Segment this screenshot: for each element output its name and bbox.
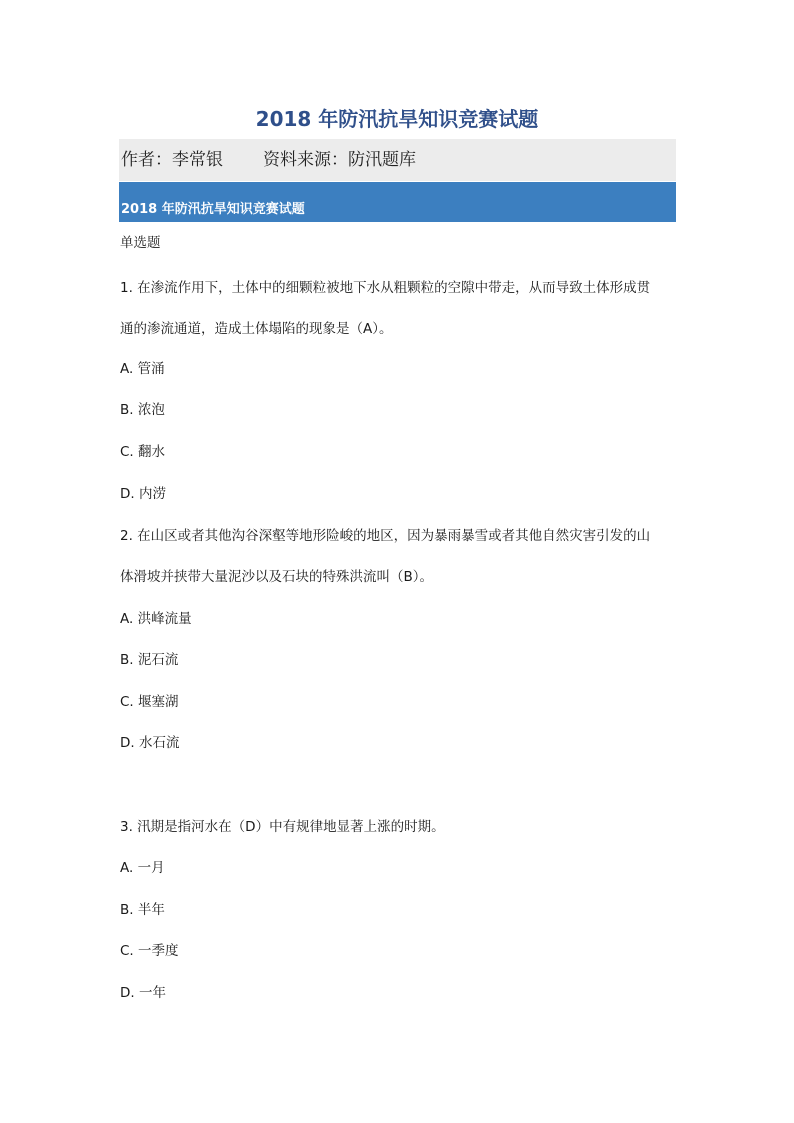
question-2-stem-line1: 2. 在山区或者其他沟谷深壑等地形险峻的地区，因为暴雨暴雪或者其他自然灾害引发的山 <box>120 528 651 544</box>
meta-bar <box>119 139 676 181</box>
question-1-option-c: C. 翻水 <box>120 444 166 460</box>
question-1-stem-line2: 通的渗流通道，造成土体塌陷的现象是（A）。 <box>120 321 393 337</box>
question-3-stem-line1: 3. 汛期是指河水在（D）中有规律地显著上涨的时期。 <box>120 819 445 835</box>
question-3-option-b: B. 半年 <box>120 902 165 918</box>
question-1-option-b: B. 浓泡 <box>120 402 165 418</box>
source-text: 资料来源：防汛题库 <box>263 150 416 170</box>
question-2-option-d: D. 水石流 <box>120 735 180 751</box>
question-3-option-d: D. 一年 <box>120 985 166 1001</box>
question-3-option-a: A. 一月 <box>120 860 165 876</box>
page-title: 2018 年防汛抗旱知识竞赛试题 <box>255 107 539 131</box>
question-3-option-c: C. 一季度 <box>120 943 179 959</box>
question-1-option-a: A. 管涌 <box>120 361 165 377</box>
author-text: 作者：李常银 <box>121 150 223 170</box>
section-header: 2018 年防汛抗旱知识竞赛试题 <box>119 182 676 222</box>
section-label: 单选题 <box>120 235 161 251</box>
question-2-option-b: B. 泥石流 <box>120 652 179 668</box>
question-1-option-d: D. 内涝 <box>120 486 166 502</box>
question-2-option-c: C. 堰塞湖 <box>120 694 179 710</box>
question-1-stem-line1: 1. 在渗流作用下，土体中的细颗粒被地下水从粗颗粒的空隙中带走，从而导致土体形成贯 <box>120 280 651 296</box>
question-2-stem-line2: 体滑坡并挟带大量泥沙以及石块的特殊洪流叫（B）。 <box>120 569 434 585</box>
question-2-option-a: A. 洪峰流量 <box>120 611 192 627</box>
